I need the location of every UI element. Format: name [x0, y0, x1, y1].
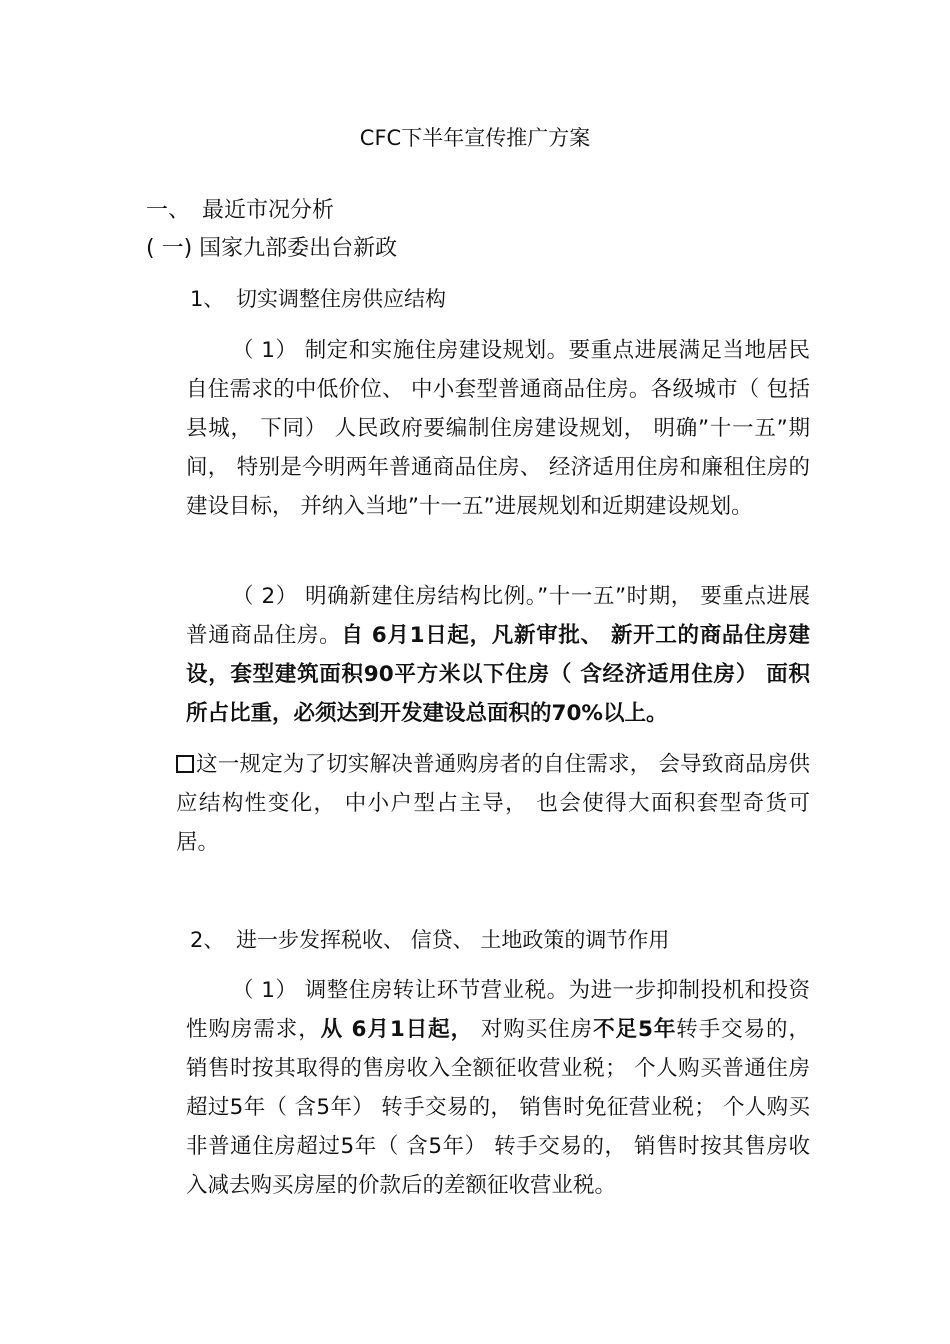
subsection-heading: ( 一) 国家九部委出台新政: [146, 236, 398, 261]
paragraph-text: （ 1） 调整住房转让环节营业税。为进一步抑制投机和投资性购房需求，: [186, 978, 810, 1042]
item-label: 进一步发挥税收、 信贷、 土地政策的调节作用: [236, 928, 670, 952]
document-title: CFC下半年宣传推广方案: [359, 126, 591, 150]
paragraph-1-2: [186, 577, 810, 733]
checkbox-icon: [176, 755, 194, 773]
paragraph-emphasis: 不足5年: [593, 1017, 677, 1042]
paragraph-2-1: [186, 971, 810, 1205]
item-number: 1、: [190, 287, 225, 311]
paragraph-1-1: （ 1） 制定和实施住房建设规划。要重点进展满足当地居民自住需求的中低价位、 中小套型普通商品住房。各级城市（ 包括县城， 下同） 人民政府要编制住房建设规划， 明确”十一五”期间， 特别是今明两年普通商品住房、 经济适用住房和廉租住房的建设目标， 并纳入当地”十一五”进展规划和近期建设规划。: [186, 338, 810, 519]
item-heading-1: [190, 284, 446, 314]
paragraph-text: （ 2） 明确新建住房结构比例。”十一五”时期， 要重点进展普通商品住房。: [186, 584, 810, 648]
item-label: 切实调整住房供应结构: [236, 287, 446, 311]
paragraph-emphasis: 自 6月1日起，凡新审批、 新开工的商品住房建设，套型建筑面积90平方米以下住房（ 含经济适用住房） 面积所占比重，必须达到开发建设总面积的70%以上。: [186, 623, 810, 726]
item-heading-2: [190, 925, 669, 955]
section-heading: [146, 196, 334, 226]
paragraph-text: 转手交易的， 销售时按其取得的售房收入全额征收营业税； 个人购买普通住房超过5年（ 含5年） 转手交易的， 销售时免征营业税； 个人购买非普通住房超过5年（ 含5年） 转手交易的， 销售时按其售房收入减去购买房屋的价款后的差额征收营业税。: [186, 1017, 810, 1198]
note-paragraph: [176, 745, 810, 862]
section-label: 最近市况分析: [202, 198, 335, 223]
section-number: 一、: [146, 198, 191, 223]
paragraph-emphasis: 从 6月1日起，: [320, 1017, 474, 1042]
note-text: 这一规定为了切实解决普通购房者的自住需求， 会导致商品房供应结构性变化， 中小户型占主导， 也会使得大面积套型奇货可居。: [176, 752, 810, 855]
paragraph-text: 对购买住房: [473, 1017, 594, 1042]
item-number: 2、: [190, 928, 225, 952]
